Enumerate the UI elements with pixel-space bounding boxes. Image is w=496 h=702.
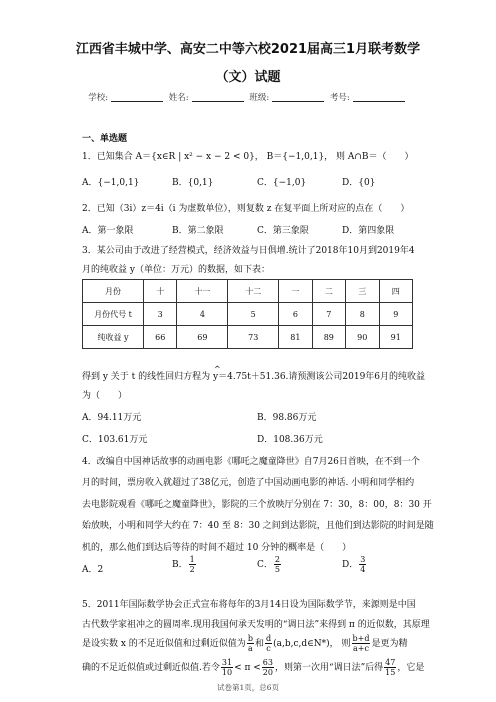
table-cell: 纯收益 y — [83, 326, 144, 349]
option-value: 2 — [97, 565, 104, 575]
fraction: $\frac{63}{20}$ — [262, 658, 273, 677]
q2-option-c[interactable]: C．第三象限 — [257, 226, 309, 236]
table-cell: 69 — [177, 326, 228, 349]
fraction: $\frac{b}{a}$ — [247, 634, 253, 653]
question-2-stem: 2．已知（3i）z＝4i（i 为虚数单位），则复数 z 在复平面上所对应的点在（ ） — [82, 204, 410, 214]
table-cell: 91 — [379, 326, 413, 349]
name-blank[interactable] — [192, 101, 244, 102]
revenue-table — [82, 279, 413, 349]
q4-option-a[interactable] — [82, 562, 103, 575]
q1-option-b[interactable]: B．{0,1} — [172, 178, 214, 188]
table-cell: 81 — [279, 326, 312, 349]
table-cell: 73 — [228, 326, 279, 349]
table-row — [83, 326, 413, 349]
table-cell: 月份 — [83, 280, 144, 303]
question-1-stem: 1．已知集合 A＝{x∈R | x² − x − 2 < 0}， B＝{−1,0,1}， 则 A∩B＝（ ） — [82, 152, 414, 162]
student-info-row — [0, 91, 496, 103]
question-4-line3: 去电影院观看《哪吒之魔童降世》，影院的三个放映厅分别在 7：30，8：00，8：30 开 — [82, 500, 432, 510]
exam-number-label: 考号: — [329, 93, 350, 103]
text-segment: (a,b,c,d∈N*)， 则 — [273, 639, 351, 649]
q2-option-d[interactable]: D．第四象限 — [342, 226, 395, 236]
fraction: $\frac{1}{2}$ — [189, 555, 195, 574]
question-5-line3 — [82, 634, 407, 653]
text-segment: 和 — [254, 639, 264, 649]
question-3-regression-line — [82, 369, 425, 382]
question-4-line4: 始放映，小明和同学大约在 7：40 至 8：30 之间到达影院，且他们到达影院的时间是随 — [82, 521, 434, 531]
table-cell: 四 — [379, 280, 413, 303]
table-cell: 十二 — [228, 280, 279, 303]
table-cell: 7 — [312, 303, 345, 326]
table-row — [83, 280, 413, 303]
table-cell: 月份代号 t — [83, 303, 144, 326]
exam-number-blank[interactable] — [353, 101, 405, 102]
q2-option-b[interactable]: B．第二象限 — [172, 226, 224, 236]
option-label: A． — [82, 565, 98, 575]
table-cell: 66 — [144, 326, 177, 349]
question-3-tail: 为（ ） — [82, 391, 128, 401]
text-segment: 是设实数 x 的不足近似值和过剩近似值为 — [82, 639, 246, 649]
fraction: $\frac{d}{c}$ — [265, 634, 272, 653]
table-cell: 5 — [228, 303, 279, 326]
q4-option-c[interactable] — [257, 555, 282, 574]
exam-title-line2: （文）试题 — [215, 70, 281, 85]
table-cell: 二 — [312, 280, 345, 303]
table-cell: 十 — [144, 280, 177, 303]
regression-y-hat: ^ y — [213, 372, 218, 382]
text-segment: ，则第一次用“调日法”后得 — [274, 663, 384, 673]
table-cell: 6 — [279, 303, 312, 326]
question-5-line1: 5．2011年国际数学协会正式宣布将每年的3月14日设为国际数学节，来源则是中国 — [82, 600, 416, 610]
question-4-line1: 4．改编自中国神话故事的动画电影《哪吒之魔童降世》自7月26日首映，在不到一个 — [82, 457, 420, 467]
text-segment: 是更为精 — [371, 639, 408, 649]
regression-equation: ＝4.75t＋51.36 — [218, 372, 286, 382]
question-5-line2: 古代数学家祖冲之的圆周率.现用我国何承天发明的“调日法”来得到 π 的近似数，其原理 — [82, 620, 430, 630]
section-heading: 一、单选题 — [82, 134, 128, 144]
q4-option-d[interactable] — [342, 555, 367, 574]
fraction: $\frac{b+d}{a+c}$ — [352, 634, 370, 653]
school-blank[interactable] — [111, 101, 163, 102]
text-segment: < π < — [234, 663, 261, 673]
q1-option-d[interactable]: D．{0} — [342, 178, 376, 188]
option-label: B． — [172, 560, 188, 570]
question-3-stem-line2: 月的纯收益 y（单位：万元）的数据，如下表： — [82, 265, 270, 275]
q1-option-a[interactable]: A．{−1,0,1} — [82, 178, 140, 188]
q3-text-before: 得到 y 关于 t 的线性回归方程为 — [82, 372, 211, 382]
question-4-line2: 月的时间，票房收入就超过了38亿元，创造了中国动画电影的神话. 小明和同学相约 — [82, 478, 415, 488]
question-4-line5: 机的，那么他们到达后等待的时间不超过 10 分钟的概率是（ ） — [82, 543, 352, 553]
q3-option-d[interactable]: D．108.36万元 — [257, 435, 323, 445]
class-blank[interactable] — [272, 101, 324, 102]
question-3-stem-line1: 3．某公司由于改进了经营模式，经济效益与日俱增.统计了2018年10月到2019年4 — [82, 246, 415, 256]
q1-option-c[interactable]: C．{−1,0} — [257, 178, 307, 188]
question-5-line4 — [82, 658, 424, 677]
fraction: $\frac{2}{5}$ — [274, 555, 280, 574]
table-row — [83, 303, 413, 326]
fraction: $\frac{3}{4}$ — [360, 555, 366, 574]
q3-option-a[interactable]: A．94.11万元 — [82, 413, 142, 423]
table-cell: 89 — [312, 326, 345, 349]
table-cell: 4 — [177, 303, 228, 326]
q4-option-b[interactable] — [172, 555, 197, 574]
page-footer: 试卷第1页，总6页 — [216, 683, 280, 692]
q3-option-b[interactable]: B．98.86万元 — [257, 413, 317, 423]
text-segment: 确的不足近似值或过剩近似值.若令 — [82, 663, 220, 673]
fraction: $\frac{31}{10}$ — [221, 658, 233, 677]
q3-text-after: .请预测该公司2019年6月的纯收益 — [285, 372, 426, 382]
name-label: 姓名: — [168, 93, 189, 103]
q3-option-c[interactable]: C．103.61万元 — [82, 435, 148, 445]
table-cell: 一 — [279, 280, 312, 303]
option-label: C． — [257, 560, 273, 570]
class-label: 班级: — [249, 93, 270, 103]
school-label: 学校: — [88, 93, 109, 103]
q2-option-a[interactable]: A．第一象限 — [82, 226, 134, 236]
table-cell: 十一 — [177, 280, 228, 303]
table-cell: 9 — [379, 303, 413, 326]
table-cell: 3 — [144, 303, 177, 326]
text-segment: ，它是 — [397, 663, 425, 673]
table-cell: 三 — [346, 280, 379, 303]
table-cell: 8 — [346, 303, 379, 326]
option-label: D． — [342, 560, 359, 570]
table-cell: 90 — [346, 326, 379, 349]
exam-title-line1: 江西省丰城中学、高安二中等六校2021届高三1月联考数学 — [75, 42, 421, 57]
fraction: $\frac{47}{15}$ — [385, 658, 396, 677]
